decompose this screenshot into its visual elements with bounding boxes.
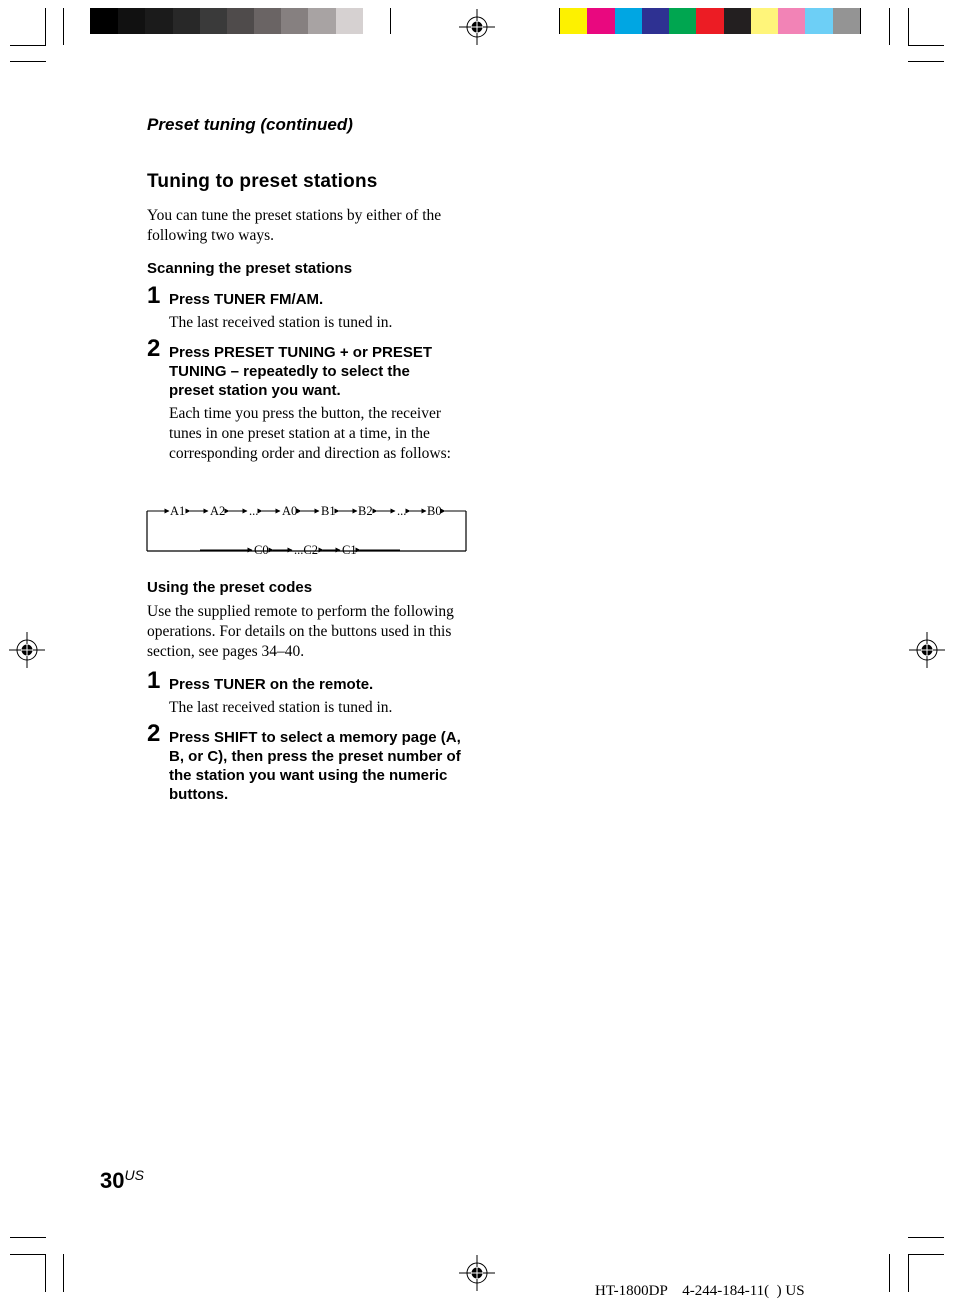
page-number-value: 30 bbox=[100, 1168, 125, 1193]
color-swatch bbox=[642, 8, 670, 34]
preset-label: C1 bbox=[342, 543, 357, 557]
preset-label: B0 bbox=[427, 504, 442, 518]
preset-codes-intro: Use the supplied remote to perform the following operations. For details on the buttons used in this section, see pages 34–40. bbox=[147, 603, 454, 660]
color-swatch bbox=[669, 8, 697, 34]
preset-label: C0 bbox=[254, 543, 269, 557]
color-swatch bbox=[833, 8, 861, 34]
color-swatch bbox=[254, 8, 282, 34]
scanning-heading: Scanning the preset stations bbox=[147, 260, 353, 277]
color-swatch bbox=[587, 8, 615, 34]
color-swatch bbox=[227, 8, 255, 34]
registration-mark-left bbox=[9, 632, 45, 668]
registration-mark-right bbox=[909, 632, 945, 668]
preset-label: ... bbox=[397, 504, 407, 518]
step-description: The last received station is tuned in. bbox=[169, 699, 393, 716]
color-swatch bbox=[363, 8, 391, 34]
step-number: 1 bbox=[147, 667, 161, 694]
preset-label: ...C2 bbox=[294, 543, 318, 557]
color-swatch bbox=[173, 8, 201, 34]
preset-cycle-diagram bbox=[140, 498, 472, 562]
color-swatch bbox=[118, 8, 146, 34]
preset-label: A0 bbox=[282, 504, 298, 518]
preset-label: B2 bbox=[358, 504, 373, 518]
preset-codes-heading: Using the preset codes bbox=[147, 579, 313, 596]
section-intro: You can tune the preset stations by either of the following two ways. bbox=[147, 207, 442, 244]
step-number: 2 bbox=[147, 335, 161, 362]
preset-label: ... bbox=[249, 504, 259, 518]
step-instruction: Press SHIFT to select a memory page (A, B, or C), then press the preset number of the station you want using the numeric buttons. bbox=[169, 729, 461, 803]
color-swatch bbox=[778, 8, 806, 34]
color-swatch bbox=[615, 8, 643, 34]
step-instruction: Press TUNER on the remote. bbox=[169, 676, 374, 693]
step-instruction: Press PRESET TUNING + or PRESET TUNING – repeatedly to select the preset station you want. bbox=[169, 344, 432, 399]
preset-label: A1 bbox=[170, 504, 186, 518]
color-swatch bbox=[751, 8, 779, 34]
step-description: Each time you press the button, the receiver tunes in one preset station at a time, in the corresponding order and direction as follows: bbox=[169, 405, 451, 462]
page-number-suffix: US bbox=[124, 1167, 144, 1183]
color-swatch bbox=[200, 8, 228, 34]
model-code: HT-1800DP 4-244-184-11( ) US bbox=[595, 1283, 805, 1299]
page-number bbox=[100, 1167, 144, 1194]
preset-label: B1 bbox=[321, 504, 336, 518]
color-swatch bbox=[805, 8, 833, 34]
color-swatch bbox=[145, 8, 173, 34]
section-title: Tuning to preset stations bbox=[147, 171, 378, 192]
registration-mark-top bbox=[459, 9, 495, 45]
color-swatch bbox=[308, 8, 336, 34]
preset-label: A2 bbox=[210, 504, 226, 518]
color-swatch bbox=[560, 8, 588, 34]
color-swatch bbox=[724, 8, 752, 34]
color-swatch bbox=[696, 8, 724, 34]
color-swatch bbox=[336, 8, 364, 34]
step-description: The last received station is tuned in. bbox=[169, 314, 393, 331]
color-swatch bbox=[91, 8, 119, 34]
color-swatch bbox=[281, 8, 309, 34]
step-instruction: Press TUNER FM/AM. bbox=[169, 291, 324, 308]
step-number: 2 bbox=[147, 720, 161, 747]
registration-mark-bottom bbox=[459, 1255, 495, 1291]
running-head: Preset tuning (continued) bbox=[147, 115, 353, 134]
step-number: 1 bbox=[147, 282, 161, 309]
